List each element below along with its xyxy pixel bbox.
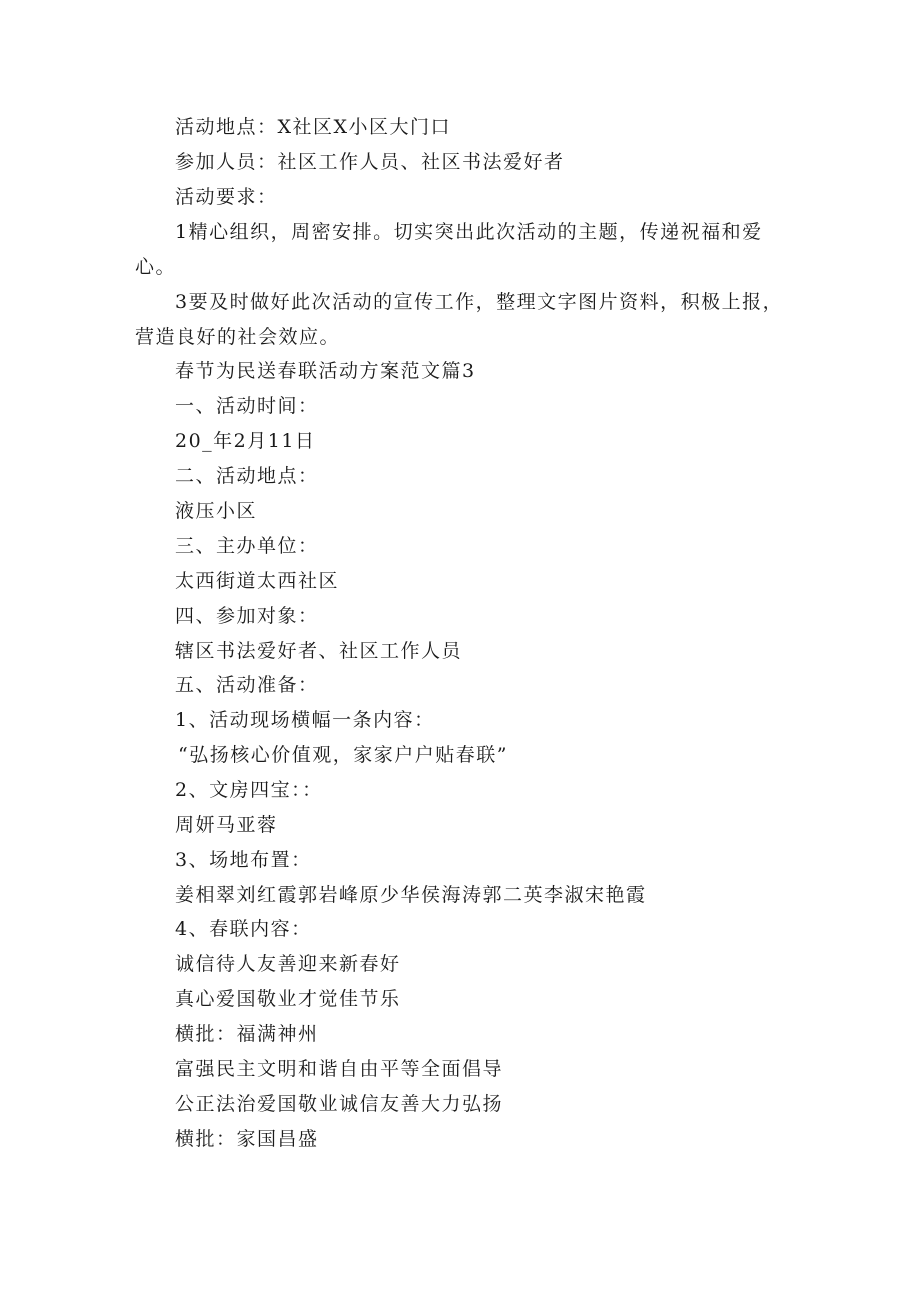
- requirement-1-line: 1精心组织，周密安排。切实突出此次活动的主题，传递祝福和爱: [175, 221, 763, 243]
- heading-preparation: 五、活动准备：: [175, 674, 319, 696]
- heading-organizer: 三、主办单位：: [175, 535, 319, 557]
- requirements-heading: 活动要求：: [175, 186, 278, 208]
- section-title: 春节为民送春联活动方案范文篇3: [175, 360, 476, 382]
- prep-banner-line: 1、活动现场横幅一条内容：: [175, 709, 435, 731]
- couplet-2-upper: 富强民主文明和谐自由平等全面倡导: [175, 1058, 504, 1080]
- banner-quote: “弘扬核心价值观，家家户户贴春联”: [178, 744, 508, 766]
- heading-participants: 四、参加对象：: [175, 605, 319, 627]
- heading-activity-location: 二、活动地点：: [175, 465, 319, 487]
- couplet-2-lower: 公正法治爱国敬业诚信友善大力弘扬: [175, 1093, 504, 1115]
- participants-line: 参加人员：社区工作人员、社区书法爱好者: [175, 151, 565, 173]
- organizer-value: 太西街道太西社区: [175, 570, 340, 592]
- requirement-3-line: 3要及时做好此次活动的宣传工作，整理文字图片资料，积极上报，: [175, 291, 784, 313]
- activity-date: 20_年2月11日: [175, 430, 316, 452]
- couplet-1-lower: 真心爱国敬业才觉佳节乐: [175, 988, 401, 1010]
- heading-activity-time: 一、活动时间：: [175, 395, 319, 417]
- prep-couplet-line: 4、春联内容：: [175, 918, 312, 940]
- activity-location-line: 活动地点：X社区X小区大门口: [175, 116, 452, 138]
- participants-value: 辖区书法爱好者、社区工作人员: [175, 640, 463, 662]
- couplet-1-upper: 诚信待人友善迎来新春好: [175, 953, 401, 975]
- couplet-2-horizontal: 横批：家国昌盛: [175, 1128, 319, 1150]
- requirement-3-continuation: 营造良好的社会效应。: [135, 326, 341, 348]
- stationery-names: 周妍马亚蓉: [175, 814, 278, 836]
- venue-names: 姜相翠刘红霞郭岩峰原少华侯海涛郭二英李淑宋艳霞: [175, 884, 647, 906]
- location-value: 液压小区: [175, 500, 258, 522]
- prep-stationery-line: 2、文房四宝：：: [175, 779, 323, 801]
- couplet-1-horizontal: 横批：福满神州: [175, 1023, 319, 1045]
- prep-venue-line: 3、场地布置：: [175, 849, 312, 871]
- requirement-1-continuation: 心。: [135, 256, 177, 278]
